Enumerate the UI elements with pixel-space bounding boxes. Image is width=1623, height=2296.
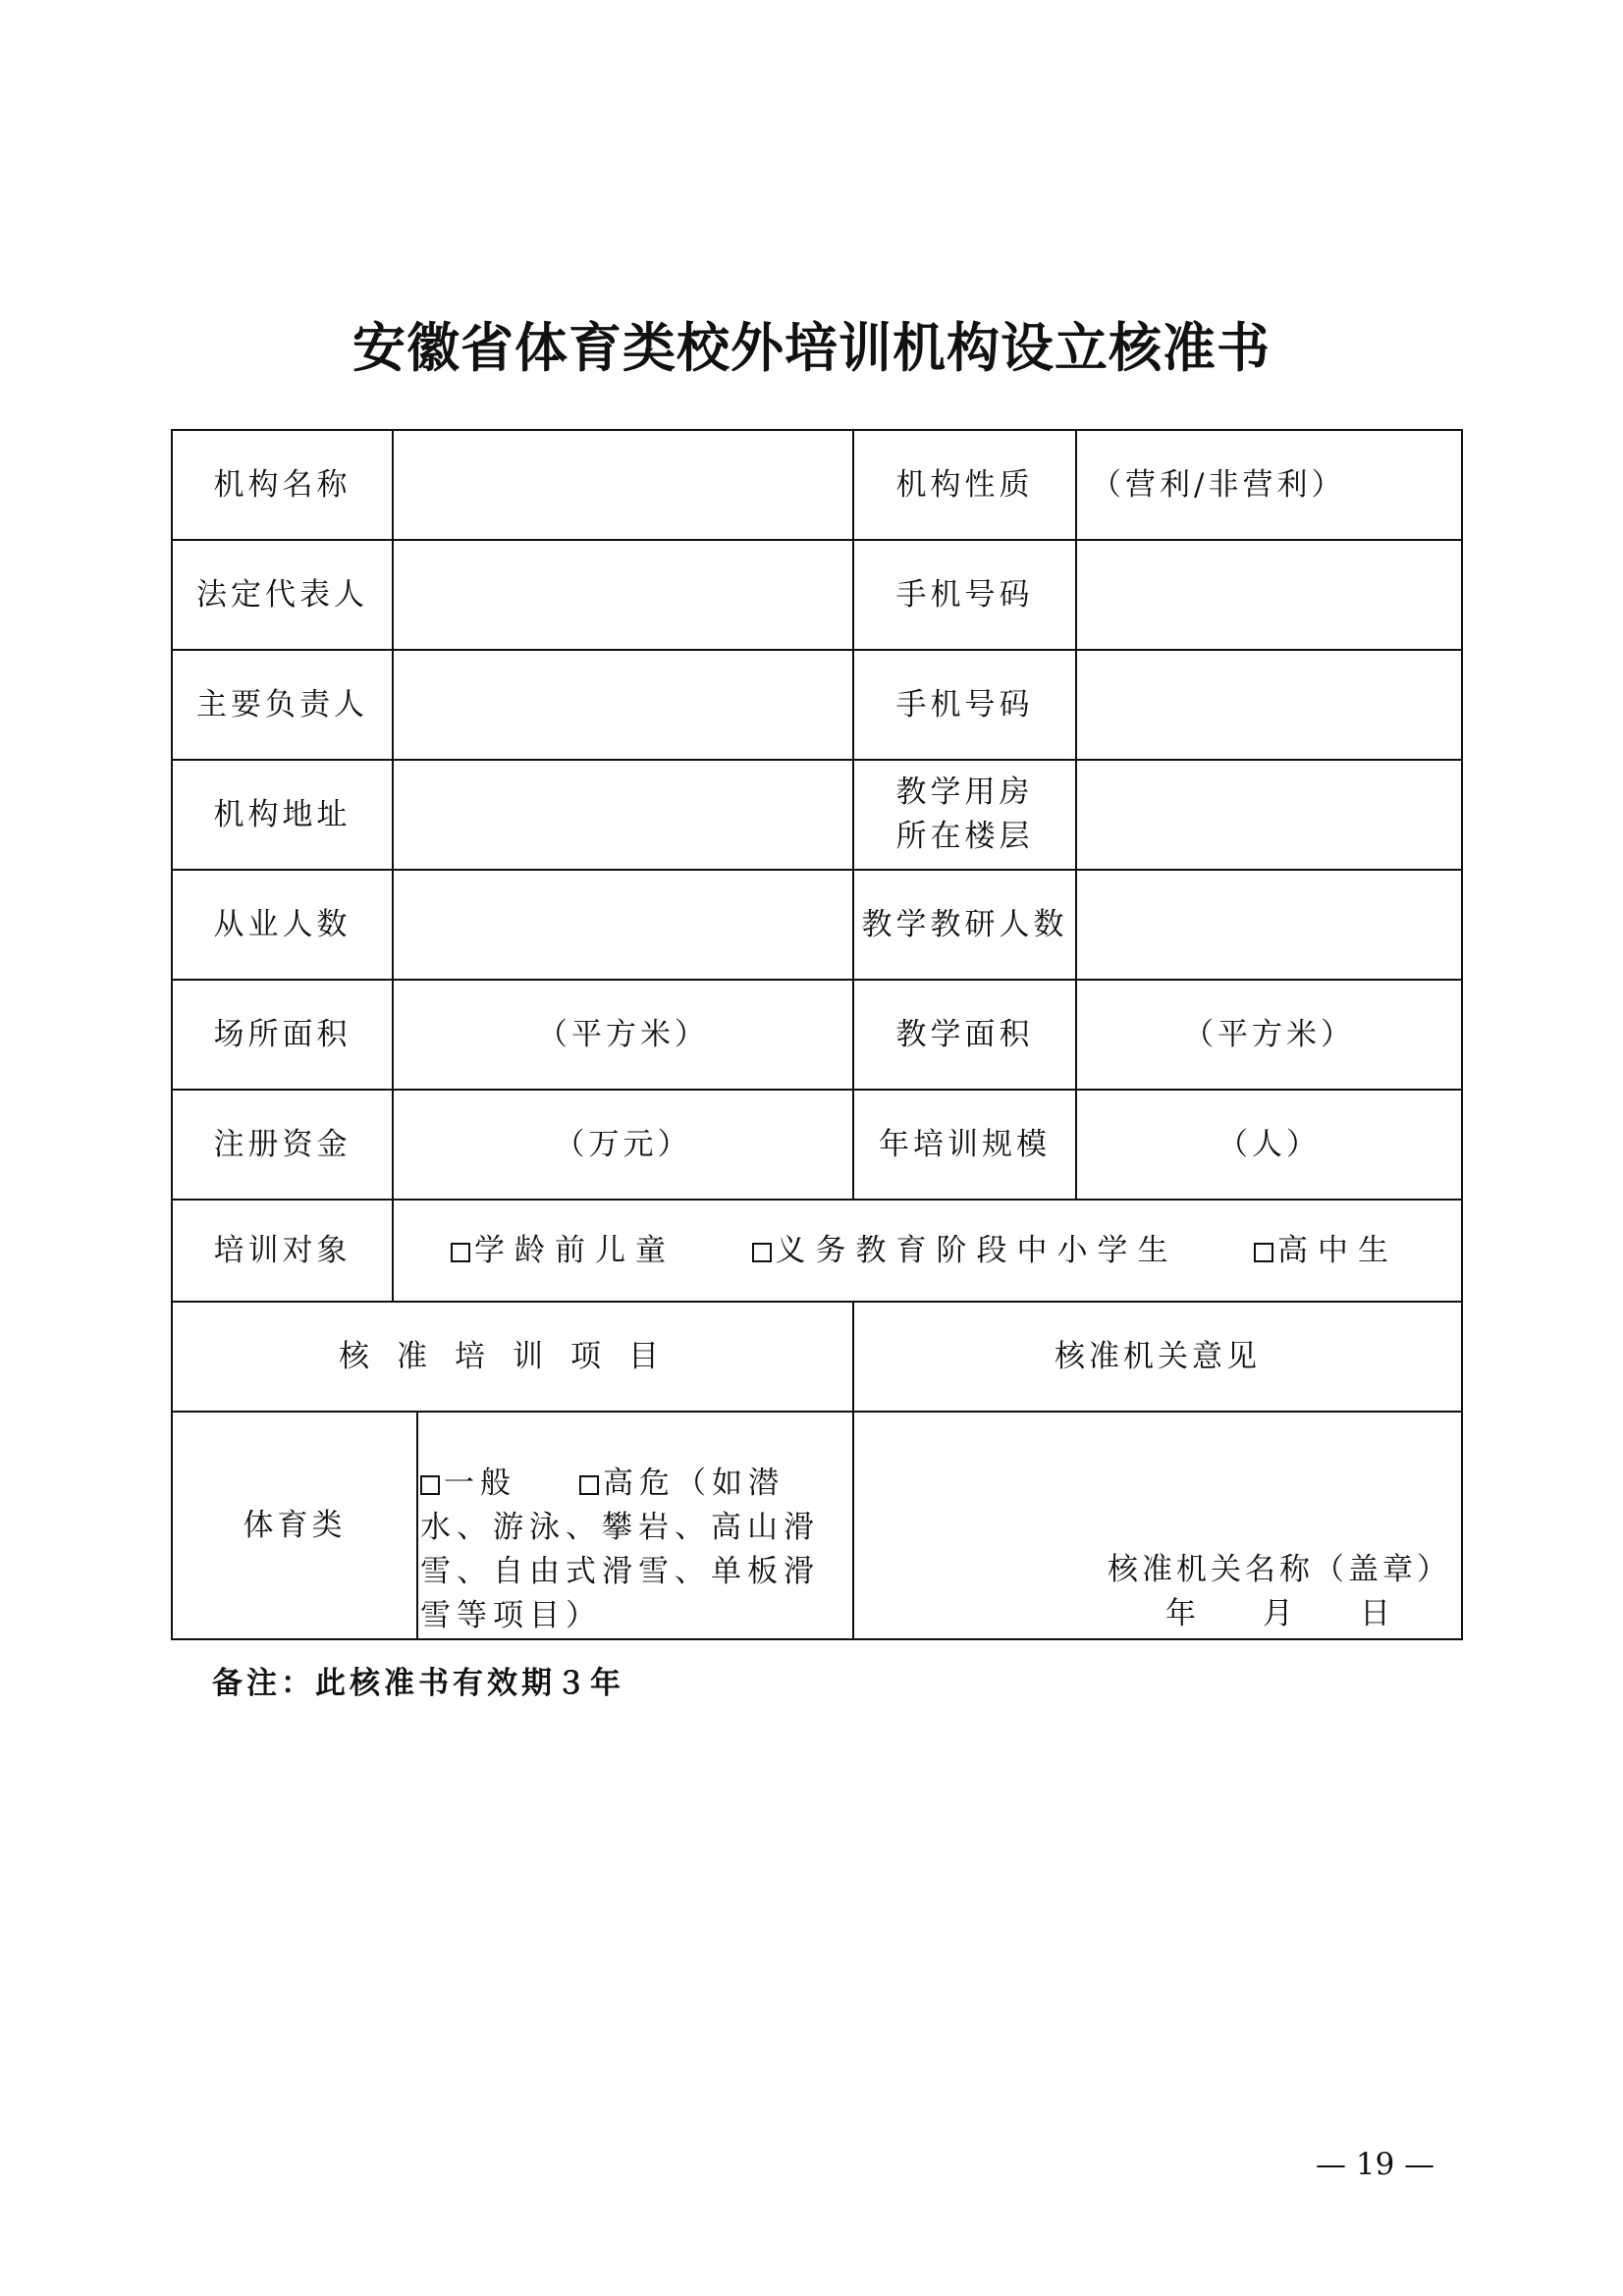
org-name-field[interactable]: [393, 430, 853, 540]
teaching-floor-label-line2: 所在楼层: [895, 819, 1034, 854]
checkbox-icon[interactable]: [579, 1475, 599, 1495]
row-area: [172, 980, 1462, 1090]
document-title: 安徽省体育类校外培训机构设立核准书: [352, 317, 1271, 379]
row-staff: [172, 870, 1462, 980]
approval-form-table: [171, 429, 1463, 1640]
teacher-count-label: 教学教研人数: [853, 870, 1076, 980]
teaching-floor-field[interactable]: [1076, 760, 1462, 870]
checkbox-icon[interactable]: [1254, 1243, 1273, 1262]
teaching-floor-label-line1: 教学用房: [895, 774, 1034, 810]
annual-scale-field[interactable]: （人）: [1076, 1090, 1462, 1200]
target-option-compulsory[interactable]: [752, 1229, 1178, 1273]
phone-label-2: 手机号码: [853, 650, 1076, 760]
project-option-general[interactable]: [420, 1466, 516, 1501]
approved-projects-header: 核准培训项目: [172, 1302, 853, 1412]
teaching-floor-label: [853, 760, 1076, 870]
target-option-highschool[interactable]: [1254, 1229, 1398, 1273]
org-name-label: 机构名称: [172, 430, 393, 540]
principal-field[interactable]: [393, 650, 853, 760]
target-option-preschool[interactable]: [451, 1229, 676, 1273]
principal-label: 主要负责人: [172, 650, 393, 760]
teaching-area-label: 教学面积: [853, 980, 1076, 1090]
target-label: 培训对象: [172, 1200, 393, 1302]
checkbox-icon[interactable]: [420, 1475, 440, 1495]
project-general-label: 一般: [444, 1466, 516, 1501]
row-org-name: [172, 430, 1462, 540]
target-option-label: 高中生: [1277, 1232, 1398, 1268]
staff-count-label: 从业人数: [172, 870, 393, 980]
legal-rep-label: 法定代表人: [172, 540, 393, 650]
project-options: [417, 1412, 853, 1639]
principal-phone-field[interactable]: [1076, 650, 1462, 760]
legal-rep-phone-field[interactable]: [1076, 540, 1462, 650]
staff-count-field[interactable]: [393, 870, 853, 980]
phone-label: 手机号码: [853, 540, 1076, 650]
row-principal: [172, 650, 1462, 760]
date-line: 年 月 日: [1165, 1596, 1392, 1631]
checkbox-icon[interactable]: [752, 1243, 772, 1262]
sports-label: 体育类: [172, 1412, 417, 1639]
registered-capital-label: 注册资金: [172, 1090, 393, 1200]
row-section-headers: [172, 1302, 1462, 1412]
page-number: — 19 —: [1316, 2147, 1435, 2182]
address-field[interactable]: [393, 760, 853, 870]
approval-opinion-header: 核准机关意见: [853, 1302, 1462, 1412]
row-address: [172, 760, 1462, 870]
target-option-label: 学龄前儿童: [474, 1232, 676, 1268]
legal-rep-field[interactable]: [393, 540, 853, 650]
org-nature-field[interactable]: （营利/非营利）: [1076, 430, 1462, 540]
authority-name-line: 核准机关名称（盖章）: [1108, 1552, 1451, 1587]
checkbox-icon[interactable]: [451, 1243, 470, 1262]
teaching-area-field[interactable]: （平方米）: [1076, 980, 1462, 1090]
site-area-label: 场所面积: [172, 980, 393, 1090]
row-target: [172, 1200, 1462, 1302]
site-area-field[interactable]: （平方米）: [393, 980, 853, 1090]
annual-scale-label: 年培训规模: [853, 1090, 1076, 1200]
target-options: [393, 1200, 1462, 1302]
project-high-risk-label: 高危（如潜水、游泳、攀岩、高山滑雪、自由式滑雪、单板滑雪等项目）: [420, 1466, 820, 1633]
org-nature-label: 机构性质: [853, 430, 1076, 540]
teacher-count-field[interactable]: [1076, 870, 1462, 980]
row-projects: [172, 1412, 1462, 1639]
approval-opinion-field[interactable]: [853, 1412, 1462, 1639]
note-text: 备注：此核准书有效期３年: [212, 1666, 624, 1701]
registered-capital-field[interactable]: （万元）: [393, 1090, 853, 1200]
row-capital: [172, 1090, 1462, 1200]
target-option-label: 义务教育阶段中小学生: [775, 1232, 1178, 1268]
row-legal-rep: [172, 540, 1462, 650]
address-label: 机构地址: [172, 760, 393, 870]
